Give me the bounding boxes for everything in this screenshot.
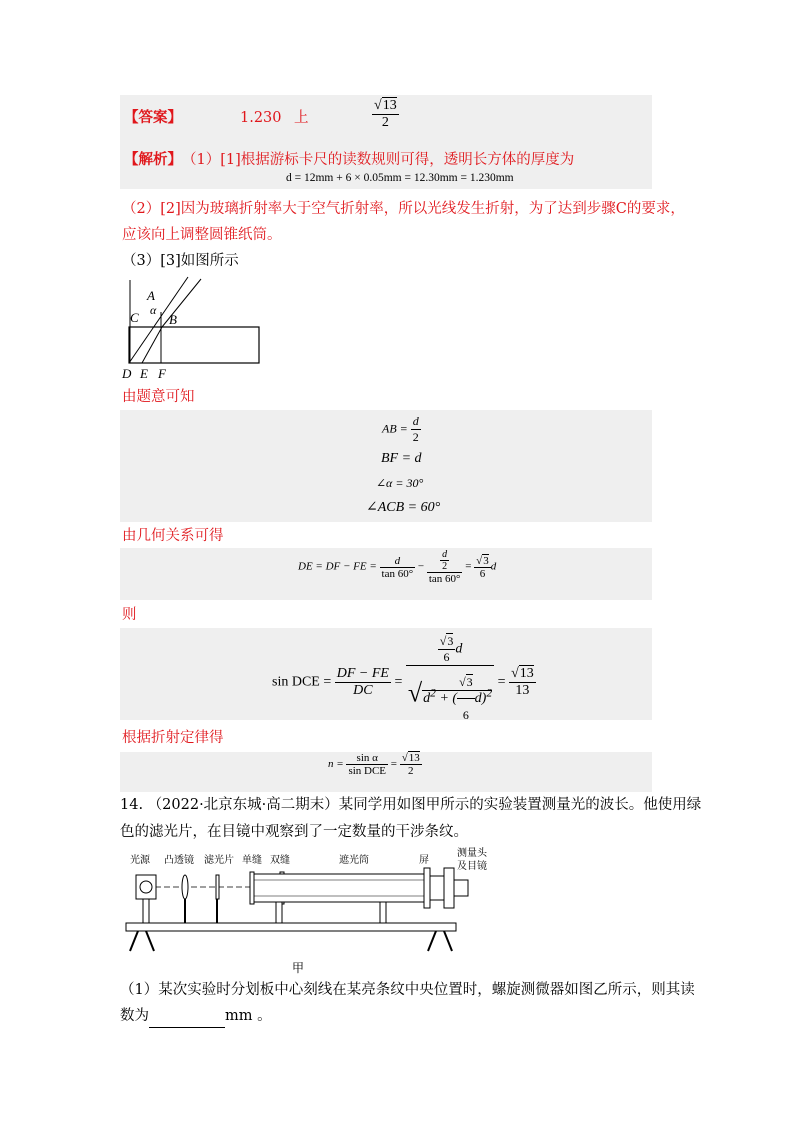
optical-bench (126, 923, 456, 931)
single-slit (250, 872, 254, 904)
label-single-slit: 单缝 (242, 855, 262, 866)
glass-block (129, 327, 259, 363)
question-line-1: 14. （2022·北京东城·高二期末）某同学用如图甲所示的实验装置测量光的波长。他使用绿 (120, 797, 702, 813)
hood-tube (254, 874, 426, 902)
label-measuring-head: 测量头 (457, 848, 487, 859)
apparatus-diagram (118, 842, 498, 960)
analysis-line-1: （1）[1]根据游标卡尺的读数规则可得，透明长方体的厚度为 (182, 152, 575, 168)
answer-label: 【答案】 (124, 109, 182, 126)
subquestion-1-line-1: （1）某次实验时分划板中心刻线在某亮条纹中央位置时，螺旋测微器如图乙所示，则其读 (120, 982, 695, 998)
figure-caption: 甲 (292, 961, 305, 975)
label-d: D (122, 366, 132, 381)
answer-value-2: 上 (294, 110, 309, 126)
equation-acb: ∠ACB = 60° (366, 500, 441, 515)
analysis-line-3: 应该向上调整圆锥纸筒。 (122, 227, 282, 243)
answer-value-1: 1.230 (240, 110, 282, 126)
label-alpha: α (150, 303, 157, 317)
analysis-equation-1: d = 12mm + 6 × 0.05mm = 12.30mm = 1.230mm (286, 172, 514, 184)
equation-alpha: ∠α = 30° (376, 476, 424, 490)
filter (216, 875, 219, 899)
step-geometry: 由几何关系可得 (122, 528, 224, 544)
answer-blank[interactable] (149, 1011, 225, 1028)
label-double-slit: 双缝 (270, 855, 290, 866)
label-filter: 滤光片 (204, 855, 234, 866)
label-light-source: 光源 (130, 855, 150, 866)
label-b: B (169, 312, 177, 327)
measuring-head (430, 876, 444, 900)
analysis-line-2: （2）[2]因为玻璃折射率大于空气折射率，所以光线发生折射，为了达到步骤C的要求， (122, 201, 685, 217)
label-f: F (158, 366, 166, 381)
equation-sin-dce: sin DCE = $\frac{DF - FE}{DC}$ = $\frac{√3}{6}$ d $√d^2$ + ( $\frac{√3}{6}$ d)$^2$ = $\frac{√13}{13}$ (272, 634, 534, 722)
label-c: C (130, 310, 139, 325)
label-screen: 屏 (419, 855, 429, 866)
equation-bf: BF = d (381, 451, 422, 466)
analysis-line-4: （3）[3]如图所示 (122, 253, 239, 269)
label-e: E (140, 366, 148, 381)
label-eyepiece: 及目镜 (457, 861, 487, 872)
screen (424, 868, 430, 908)
refraction-diagram (118, 272, 268, 382)
label-hood-tube: 遮光筒 (339, 855, 369, 866)
refracted-ray (142, 327, 162, 363)
convex-lens (182, 875, 188, 899)
analysis-label: 【解析】 (124, 151, 182, 168)
equation-ab: AB = $\frac{d}{2}$ (382, 414, 419, 444)
subquestion-1-line-2: 数为 mm 。 (120, 1004, 272, 1028)
label-a: A (147, 288, 155, 303)
step-known: 由题意可知 (122, 389, 195, 405)
equation-de: DE = DF − FE = $\frac{d}{\tan 60^\circ}$ − $\frac{\frac{d}{2}}{\tan 60^\circ}$ = $\frac{√3}{6}$ d (298, 549, 497, 585)
question-line-2: 色的滤光片，在目镜中观察到了一定数量的干涉条纹。 (120, 824, 468, 840)
step-then: 则 (122, 607, 137, 623)
equation-n: n = $\frac{\text{sin α}}{\text{sin DCE}}$ = $\frac{√13}{2}$ (328, 752, 420, 777)
step-law: 根据折射定律得 (122, 730, 224, 746)
label-convex-lens: 凸透镜 (164, 855, 194, 866)
answer-fraction: $\frac{√13}{2}$ (374, 98, 397, 130)
